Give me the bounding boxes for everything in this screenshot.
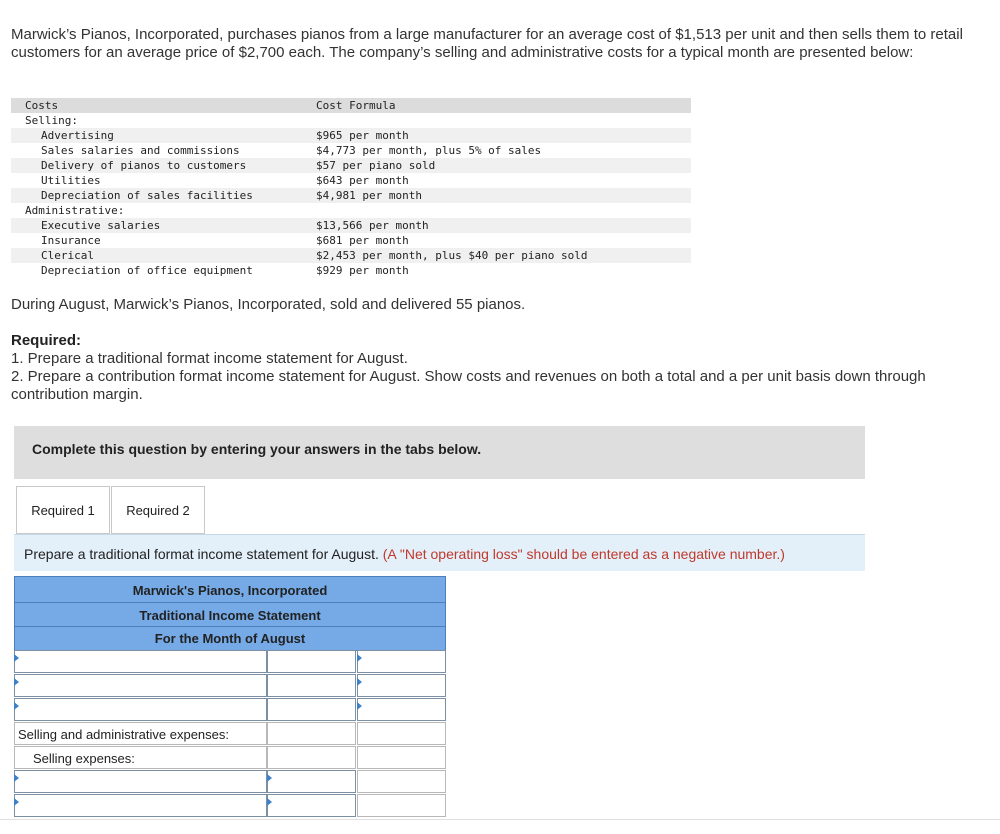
selling-expenses-label: Selling expenses: xyxy=(33,751,135,766)
statement-label-input[interactable] xyxy=(14,794,267,817)
cost-row-administrative xyxy=(11,203,691,218)
selling-admin-label-cell xyxy=(14,722,267,745)
cost-label: Selling: xyxy=(25,114,78,127)
cost-row-selling xyxy=(11,113,691,128)
statement-total-input[interactable] xyxy=(357,650,446,673)
cost-label: Depreciation of sales facilities xyxy=(41,189,253,202)
cost-label: Administrative: xyxy=(25,204,125,217)
dropdown-marker-icon xyxy=(14,654,19,662)
statement-amount-input[interactable] xyxy=(267,770,356,793)
page-divider xyxy=(0,819,1000,820)
cost-row-sales-salaries xyxy=(11,143,691,158)
cost-label: Advertising xyxy=(41,129,114,142)
empty-cell xyxy=(267,722,356,745)
statement-total-input[interactable] xyxy=(357,698,446,721)
tab-required-1[interactable]: Required 1 xyxy=(16,486,110,534)
required-item-2: 2. Prepare a contribution format income statement for August. Show costs and revenues on both a total and a per unit basis down through contribution margin. xyxy=(11,368,926,403)
dropdown-marker-icon xyxy=(14,774,19,782)
statement-label-input[interactable] xyxy=(14,650,267,673)
dropdown-marker-icon xyxy=(14,702,19,710)
dropdown-marker-icon xyxy=(357,654,362,662)
selling-admin-label: Selling and administrative expenses: xyxy=(18,727,230,742)
cost-formula: $4,981 per month xyxy=(316,189,422,202)
statement-period: For the Month of August xyxy=(14,626,446,651)
required-item-1: 1. Prepare a traditional format income statement for August. xyxy=(11,350,408,367)
empty-cell xyxy=(357,722,446,745)
cost-formula: $965 per month xyxy=(316,129,409,142)
cost-table-header xyxy=(11,98,691,113)
cost-row-executive-salaries xyxy=(11,218,691,233)
statement-company: Marwick's Pianos, Incorporated xyxy=(14,576,446,603)
instruction-text xyxy=(24,546,785,562)
cost-row-utilities xyxy=(11,173,691,188)
cost-label: Delivery of pianos to customers xyxy=(41,159,247,172)
cost-formula: $4,773 per month, plus 5% of sales xyxy=(316,144,542,157)
cost-row-depreciation-sales xyxy=(11,188,691,203)
cost-formula: $681 per month xyxy=(316,234,409,247)
instructions-banner xyxy=(14,426,865,479)
cost-formula-column-header: Cost Formula xyxy=(316,99,396,112)
empty-cell xyxy=(357,770,446,793)
cost-row-clerical xyxy=(11,248,691,263)
cost-formula: $2,453 per month, plus $40 per piano sold xyxy=(316,249,588,262)
empty-cell xyxy=(357,746,446,769)
cost-row-insurance xyxy=(11,233,691,248)
dropdown-marker-icon xyxy=(14,678,19,686)
cost-label: Insurance xyxy=(41,234,101,247)
dropdown-marker-icon xyxy=(14,798,19,806)
cost-formula: $929 per month xyxy=(316,264,409,277)
instruction-bar xyxy=(14,534,865,571)
cost-row-depreciation-office xyxy=(11,263,691,278)
cost-label: Sales salaries and commissions xyxy=(41,144,240,157)
statement-title: Traditional Income Statement xyxy=(14,602,446,627)
cost-label: Utilities xyxy=(41,174,101,187)
cost-label: Clerical xyxy=(41,249,94,262)
empty-cell xyxy=(357,794,446,817)
dropdown-marker-icon xyxy=(357,702,362,710)
statement-amount-input[interactable] xyxy=(267,650,356,673)
statement-label-input[interactable] xyxy=(14,770,267,793)
cost-row-delivery xyxy=(11,158,691,173)
cost-formula: $57 per piano sold xyxy=(316,159,436,172)
statement-total-input[interactable] xyxy=(357,674,446,697)
august-sales-text: During August, Marwick’s Pianos, Incorporated, sold and delivered 55 pianos. xyxy=(11,296,526,313)
cost-label: Depreciation of office equipment xyxy=(41,264,253,277)
dropdown-marker-icon xyxy=(357,678,362,686)
cost-formula: $13,566 per month xyxy=(316,219,429,232)
problem-intro: Marwick’s Pianos, Incorporated, purchases pianos from a large manufacturer for an average cost of $1,513 per unit and then sells them to retail customers for an average price of $2,700 each. The company’s selling and administrative costs for a typical month are presented below: xyxy=(11,26,963,61)
statement-label-input[interactable] xyxy=(14,698,267,721)
banner-text: Complete this question by entering your answers in the tabs below. xyxy=(32,441,482,457)
empty-cell xyxy=(267,746,356,769)
required-heading: Required: xyxy=(11,332,82,349)
cost-formula-table xyxy=(11,98,691,278)
tab-required-2[interactable]: Required 2 xyxy=(111,486,205,534)
cost-label: Executive salaries xyxy=(41,219,161,232)
cost-row-advertising xyxy=(11,128,691,143)
statement-amount-input[interactable] xyxy=(267,674,356,697)
cost-formula: $643 per month xyxy=(316,174,409,187)
costs-column-header: Costs xyxy=(25,99,59,112)
statement-amount-input[interactable] xyxy=(267,698,356,721)
selling-expenses-label-cell xyxy=(14,746,267,769)
dropdown-marker-icon xyxy=(267,798,272,806)
dropdown-marker-icon xyxy=(267,774,272,782)
statement-label-input[interactable] xyxy=(14,674,267,697)
instruction-note: (A "Net operating loss" should be entered as a negative number.) xyxy=(382,546,785,562)
statement-amount-input[interactable] xyxy=(267,794,356,817)
instruction-main: Prepare a traditional format income statement for August. xyxy=(24,546,379,562)
